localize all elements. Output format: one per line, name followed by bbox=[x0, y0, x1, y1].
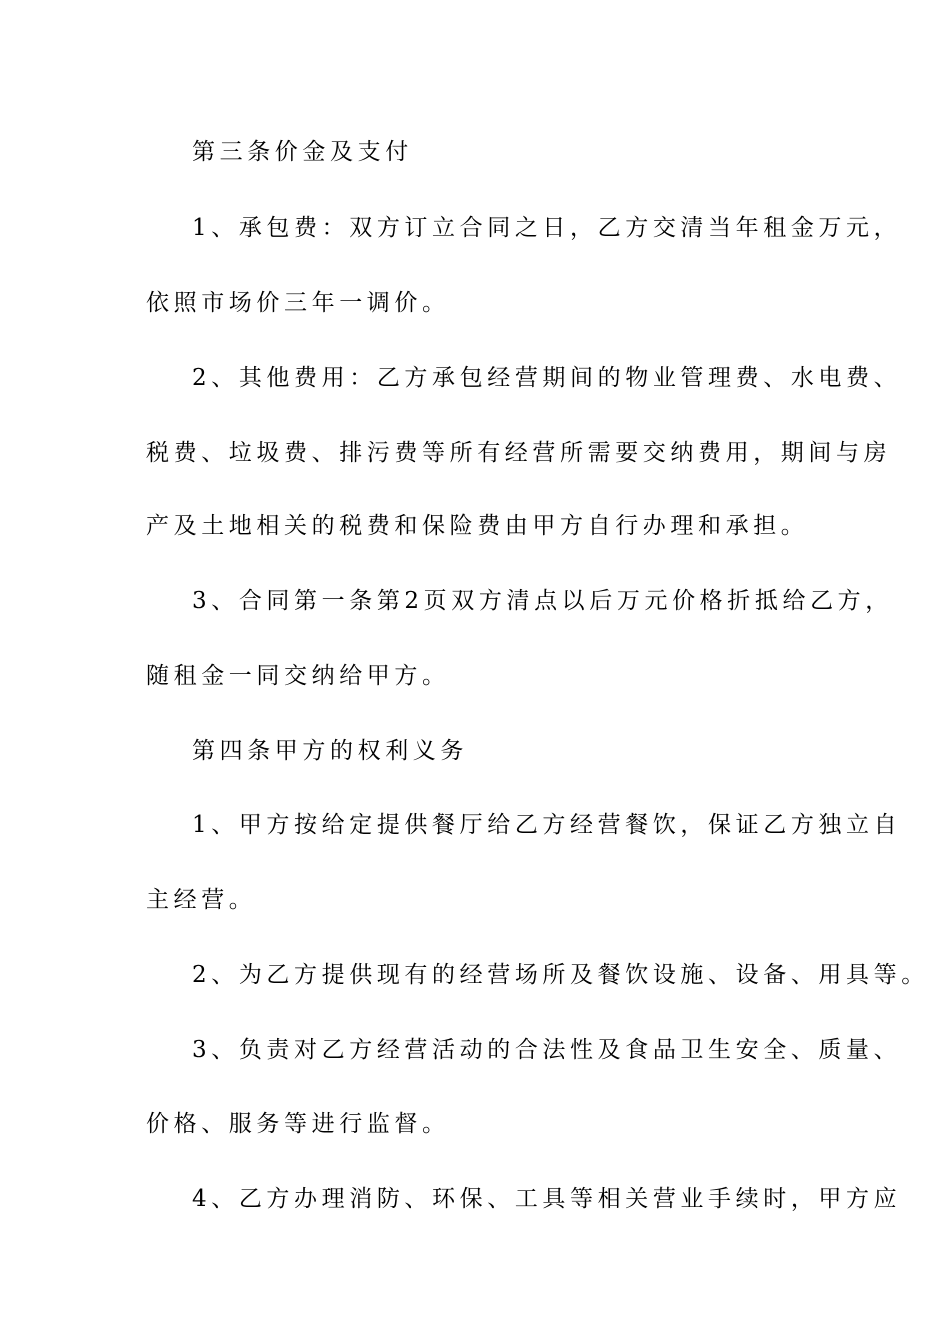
paragraph-line: 1、承包费：双方订立合同之日，乙方交清当年租金万元， bbox=[192, 215, 902, 241]
paragraph-line: 1、甲方按给定提供餐厅给乙方经营餐饮，保证乙方独立自 bbox=[192, 812, 902, 838]
paragraph-line: 价格、服务等进行监督。 bbox=[146, 1111, 450, 1137]
paragraph-line: 产及土地相关的税费和保险费由甲方自行办理和承担。 bbox=[146, 513, 809, 539]
section-heading-article-3: 第三条价金及支付 bbox=[192, 139, 413, 165]
paragraph-line: 4、乙方办理消防、环保、工具等相关营业手续时，甲方应 bbox=[192, 1186, 902, 1212]
paragraph-line: 2、其他费用：乙方承包经营期间的物业管理费、水电费、 bbox=[192, 365, 902, 391]
paragraph-line: 3、负责对乙方经营活动的合法性及食品卫生安全、质量、 bbox=[192, 1037, 902, 1063]
paragraph-line: 2、为乙方提供现有的经营场所及餐饮设施、设备、用具等。 bbox=[192, 962, 929, 988]
paragraph-line: 税费、垃圾费、排污费等所有经营所需要交纳费用，期间与房 bbox=[146, 440, 892, 466]
paragraph-line: 随租金一同交纳给甲方。 bbox=[146, 663, 450, 689]
paragraph-line: 主经营。 bbox=[146, 887, 257, 913]
section-heading-article-4: 第四条甲方的权利义务 bbox=[192, 738, 468, 764]
paragraph-line: 3、合同第一条第2页双方清点以后万元价格折抵给乙方， bbox=[192, 588, 893, 614]
paragraph-line: 依照市场价三年一调价。 bbox=[146, 290, 450, 316]
